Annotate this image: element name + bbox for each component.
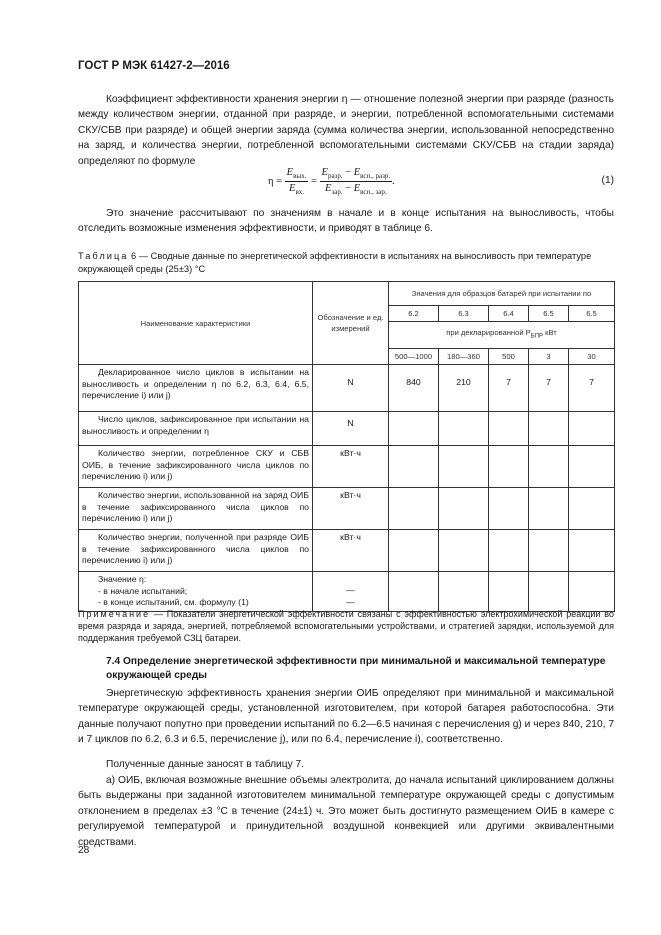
header-clause: 6.3 [439, 306, 489, 322]
row-value [529, 446, 569, 488]
row-name: Количество энергии, использованной на заряд ОИБ в течение зафиксированного числа циклов по перечислению i) или j) [79, 488, 313, 530]
row-value: 7 [569, 365, 615, 412]
table-note [78, 608, 614, 644]
row-unit: N [313, 365, 389, 412]
header-group: Значения для образцов батарей при испытании по [389, 282, 615, 306]
section-title: 7.4 Определение энергетической эффективности при минимальной и максимальной температуре окружающей среды [106, 656, 606, 681]
row-name: Декларированное число циклов в испытании на выносливость и определении η по 6.2, 6.3, 6.4, 6.5, перечисление i) или j) [79, 365, 313, 412]
eta-name: Значение η: - в начале испытаний; - в конце испытаний, см. формулу (1) [79, 572, 313, 612]
table-caption-label: Таблица [78, 251, 129, 261]
header-power: при декларированной $P_{БПР}$ кВт [389, 322, 615, 349]
formula-number: (1) [601, 175, 614, 186]
row-value [489, 530, 529, 572]
after-formula-paragraph: Это значение рассчитывают по значениям в начале и в конце испытания на выносливость, чтобы отследить возможные изменения эффективности, и приводят в таблице 6. [78, 208, 614, 235]
row-value [389, 488, 439, 530]
row-value: 7 [529, 365, 569, 412]
row-value: 7 [489, 365, 529, 412]
formula-fraction-2: $\frac{E_{разр.} - E_{всп., разр.}}{E_{зар.} - E_{всп., зар.}}$ [321, 167, 391, 197]
formula-fraction-1: $\frac{E_{вых.}}{E_{вх.}}$ [286, 167, 307, 197]
row-value [389, 412, 439, 446]
row-value [569, 412, 615, 446]
row-value [529, 412, 569, 446]
row-unit: кВт·ч [313, 488, 389, 530]
row-value [529, 488, 569, 530]
row-value [439, 488, 489, 530]
table-header-row-1 [79, 282, 615, 306]
row-value [439, 446, 489, 488]
table-row [79, 365, 615, 412]
header-clause: 6.2 [389, 306, 439, 322]
row-value [569, 488, 615, 530]
row-name: Количество энергии, полученной при разряде ОИБ в течение зафиксированного числа циклов по перечислению i) или j) [79, 530, 313, 572]
row-value: 210 [439, 365, 489, 412]
table-caption [78, 250, 614, 276]
header-power-value: 3 [529, 349, 569, 365]
header-power-value: 500 [489, 349, 529, 365]
intro-paragraph: Коэффициент эффективности хранения энергии η — отношение полезной энергии при разряде (разность между количеством энергии, отданной при разряде, и энергии, потребленной вспомогательными системами СКУ/СБВ при разряде) и общей энергии заряда (сумма количества энергии, использованной непосредственно на заряд, и количества энергии, потребленной вспомогательными системами СКУ/СБВ на стадии заряда) определяют по формуле [78, 94, 614, 167]
table-row [79, 530, 615, 572]
page-number: 28 [78, 845, 90, 856]
header-name: Наименование характеристики [79, 282, 313, 365]
row-value [489, 446, 529, 488]
row-value [389, 530, 439, 572]
formula-lhs: η = [268, 176, 283, 187]
row-value [489, 488, 529, 530]
note-label: Примечание [78, 609, 151, 619]
table-row [79, 488, 615, 530]
note-text: — Показатели энергетической эффективности связаны с эффективностью электрохимической реакции во время разряда и заряда, энергией, потребляемой вспомогательными устройствами, и стратегией зарядки, используемой для поддержания требуемой СЗЦ батареи. [78, 609, 614, 643]
row-unit: кВт·ч [313, 530, 389, 572]
header-power-value: 180—360 [439, 349, 489, 365]
header-power-value: 500—1000 [389, 349, 439, 365]
row-unit: кВт·ч [313, 446, 389, 488]
eta-units: — — [313, 572, 389, 612]
section-paragraph-2: Полученные данные заносят в таблицу 7. [106, 759, 304, 770]
formula-1 [78, 167, 614, 201]
row-value: 840 [389, 365, 439, 412]
table-row [79, 412, 615, 446]
header-clause: 6.4 [489, 306, 529, 322]
header-unit: Обозначение и ед. измерений [313, 282, 389, 365]
row-value [439, 412, 489, 446]
table-row-eta [79, 572, 615, 612]
row-unit: N [313, 412, 389, 446]
section-paragraph-1: Энергетическую эффективность хранения энергии ОИБ определяют при минимальной и максимальной температуре окружающей среды, установленной изготовителем, при которой батарея работоспособна. Эти данные получают попутно при проведении испытаний по 6.2—6.5 начиная с перечисления g) и через 840, 210, 7 и 7 циклов по 6.2, 6.3 и 6.5, перечисление j), или по 6.4, перечисление i), соответственно. [78, 688, 614, 746]
row-value [439, 530, 489, 572]
header-clause: 6.5 [529, 306, 569, 322]
header-power-value: 30 [569, 349, 615, 365]
formula-equals: = [310, 176, 317, 187]
header-clause: 6.5 [569, 306, 615, 322]
row-value [389, 446, 439, 488]
row-value [529, 530, 569, 572]
row-name: Число циклов, зафиксированное при испытании на выносливость и определении η [79, 412, 313, 446]
table-row [79, 446, 615, 488]
section-paragraph-3: а) ОИБ, включая возможные внешние объемы электролита, до начала испытаний циклированием должны быть выдержаны при заданной изготовителем минимальной температуре окружающей среды с допустимым отклонением в пределах ±3 °С в течение (24±1) ч. Это может быть достигнуто размещением ОИБ в камере с регулируемой температурой и принудительной воздушной конвекцией или другими эквивалентными средствами. [78, 775, 614, 848]
formula-expression: η = $\frac{E_{вых.}}{E_{вх.}}$ = $\frac{E_{разр.} - E_{всп., разр.}}{E_{зар.} - E_{всп., зар.}}$ . [268, 167, 395, 197]
row-value [489, 412, 529, 446]
row-value [569, 446, 615, 488]
table-caption-text: 6 — Сводные данные по энергетической эффективности в испытаниях на выносливость при температуре окружающей среды (25±3) °С [78, 251, 592, 274]
energy-efficiency-table [78, 281, 615, 612]
document-header: ГОСТ Р МЭК 61427-2—2016 [78, 60, 230, 72]
row-name: Количество энергии, потребленное СКУ и СБВ ОИБ, в течение зафиксированного числа циклов по перечислению i) или j) [79, 446, 313, 488]
row-value [569, 530, 615, 572]
